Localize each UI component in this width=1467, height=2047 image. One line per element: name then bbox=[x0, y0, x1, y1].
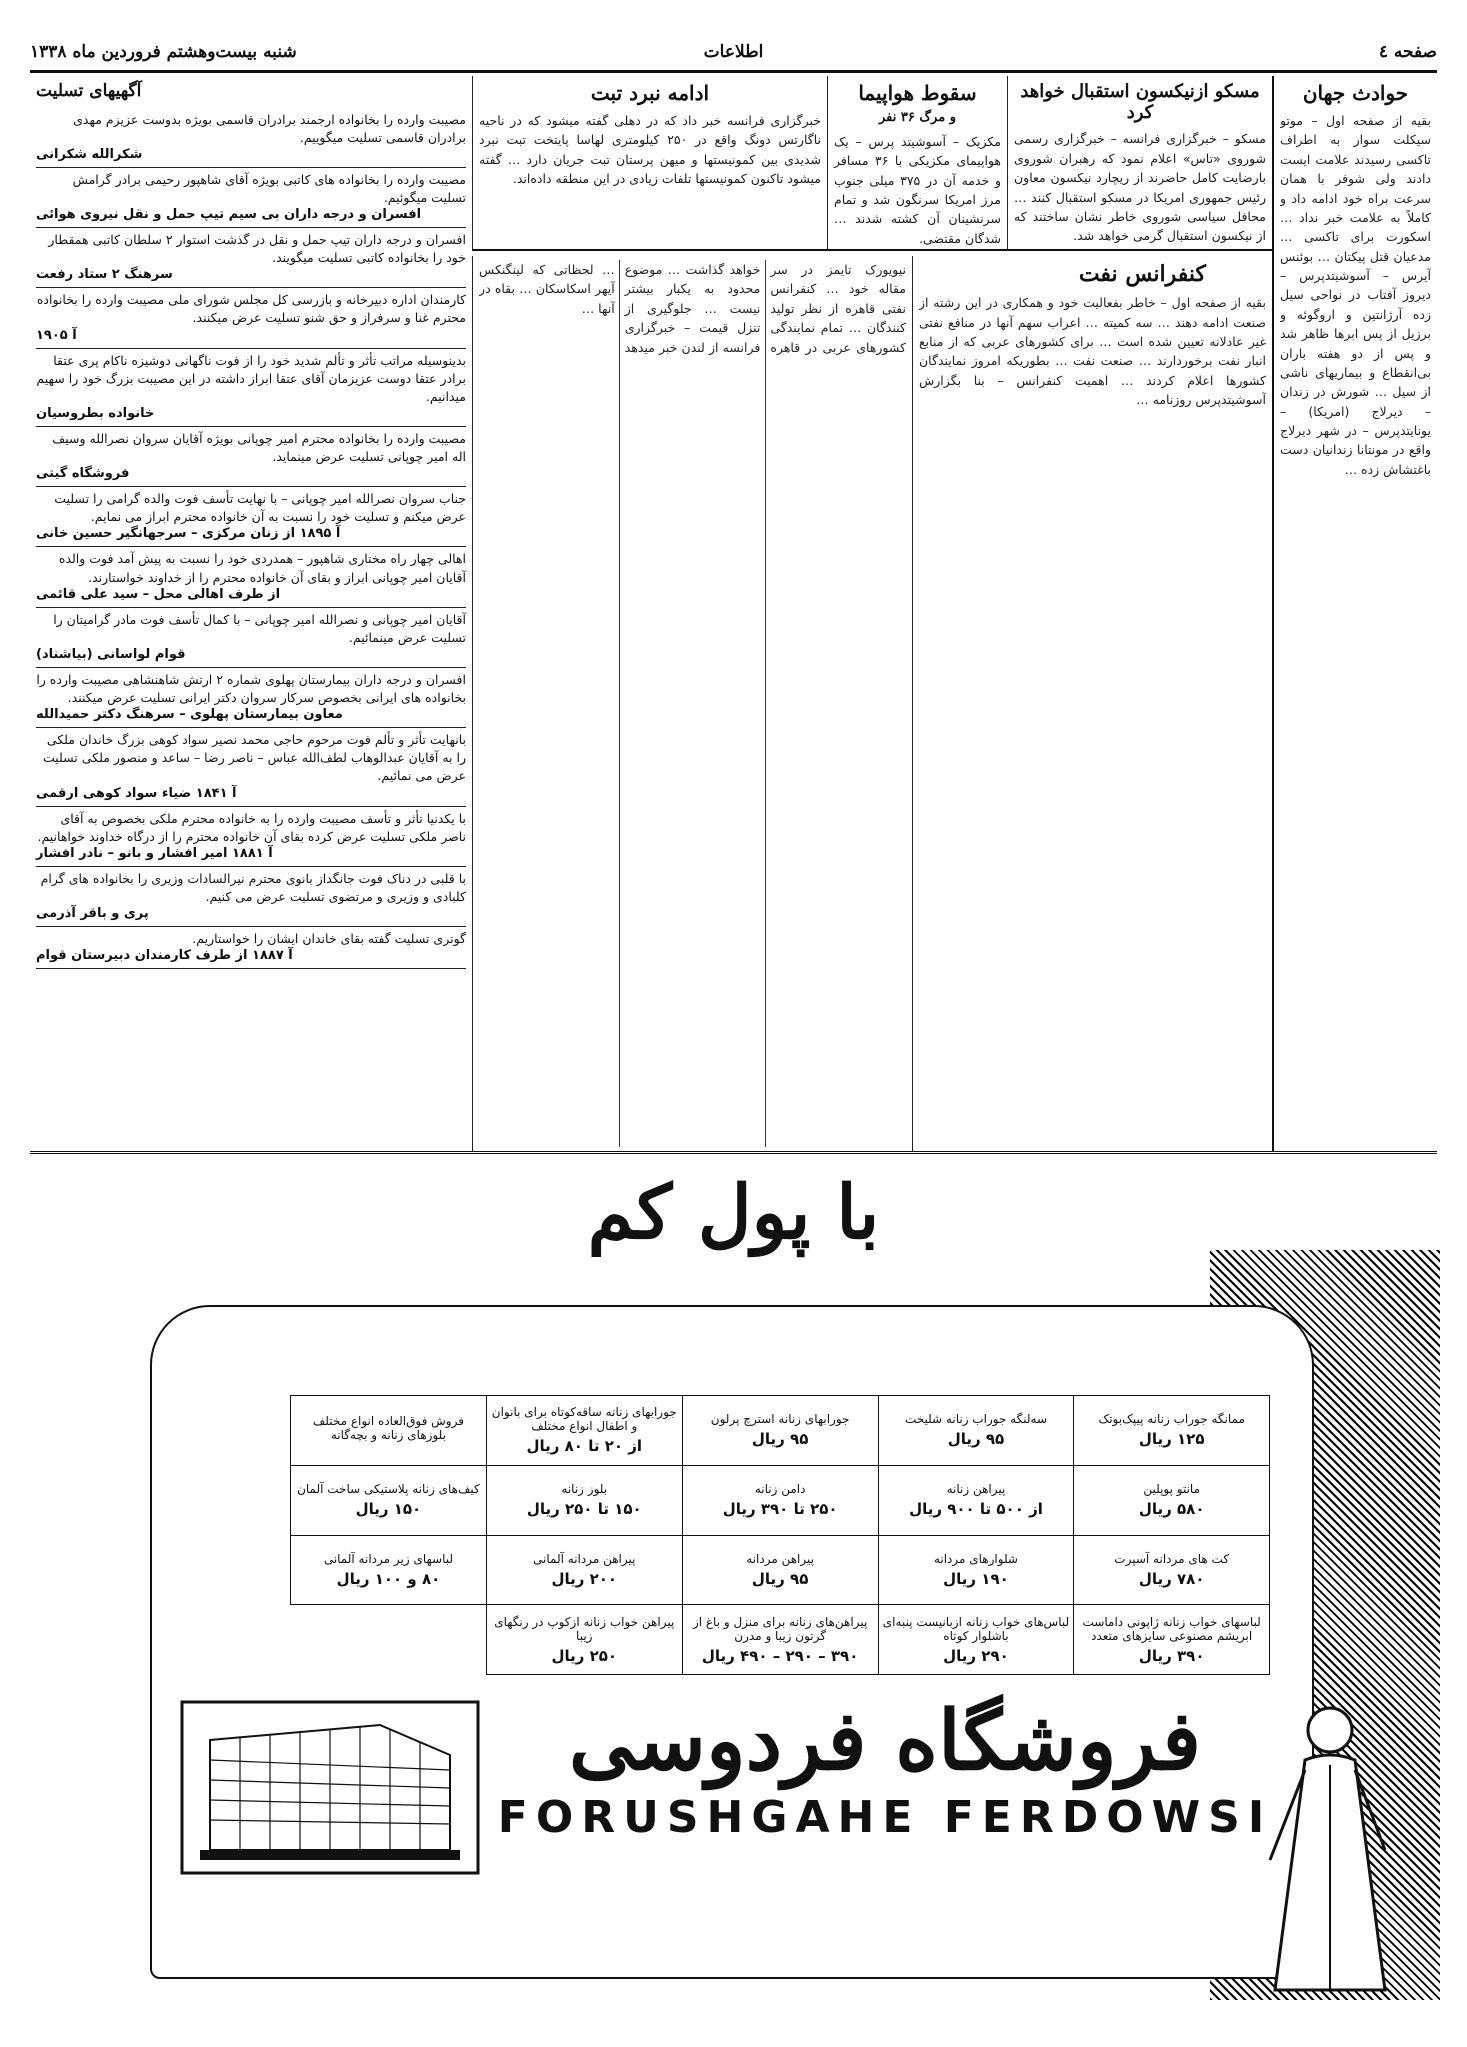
condolence-item: کارمندان اداره دبیرخانه و بازرسی کل مجلس شورای ملی مصیبت وارده را بخانواده محترم غنا و سرفراز و حق شنو تسلیت عرض میکنند. آ ۱۹۰۵ bbox=[36, 288, 466, 348]
condolence-item: آقایان امیر چوپانی و نصرالله امیر چوپانی – با کمال تأسف فوت مادر گرامیتان را تسلیت عرض مینمائیم. قوام لواسانی (بیاشناد) bbox=[36, 608, 466, 668]
price-cell: دامن زنانه ۲۵۰ تا ۳۹۰ ریال bbox=[682, 1465, 878, 1535]
condolence-item: با یکدنیا تأثر و تأسف مصیبت وارده را به خانواده محترم ملکی بخصوص به آقای ناصر ملکی تسلیت عرض کرده بقای آن خانواده محترم را از درگاه خداوند خواهانیم. آ ۱۸۸۱ امیر افشار و بانو – نادر افشار bbox=[36, 807, 466, 867]
price-cell: پیراهن‌های زنانه برای منزل و باغ از گرتون زیبا و مدرن ۳۹۰ – ۲۹۰ – ۴۹۰ ریال bbox=[682, 1605, 878, 1675]
ad-slogan: با پول کم bbox=[587, 1170, 880, 1256]
condolence-item: افسران و درجه داران بیمارستان پهلوی شماره ۲ ارتش شاهنشاهی مصیبت وارده را بخانواده های ایرانی بخصوص سرکار سروان دکتر ایرانی تسلیت عرض میکنند. معاون بیمارستان پهلوی – سرهنگ دکتر حمیدالله bbox=[36, 668, 466, 728]
store-building-illustration bbox=[180, 1700, 480, 1875]
condolence-item: جناب سروان نصرالله امیر چوپانی – با نهایت تأسف فوت والده گرامی را تسلیت عرض میکنم و تسلیت خود را نسبت به آن خانواده محترم ابراز می نمایم. آ ۱۸۹۵ از زنان مرکزی – سرجهانگیر حسین خانی bbox=[36, 487, 466, 547]
price-cell: لباسهای زیر مردانه آلمانی ۸۰ و ۱۰۰ ریال bbox=[291, 1535, 487, 1605]
crash-article bbox=[827, 76, 1007, 251]
world-news-column bbox=[1272, 76, 1437, 1151]
price-cell: بلوز زنانه ۱۵۰ تا ۲۵۰ ریال bbox=[486, 1465, 682, 1535]
woman-illustration bbox=[1235, 1690, 1415, 2010]
price-cell: ممانگه جوراب زنانه پیپک‌بوتک ۱۲۵ ریال bbox=[1074, 1396, 1270, 1466]
news-section bbox=[30, 76, 1437, 1154]
condolence-item: اهالی چهار راه مختاری شاهپور – همدردی خود را نسبت به پیش آمد فوت والده آقایان امیر چوپانی ابراز و بقای آن خانواده محترم را از خداوند خواستارند. از طرف اهالی محل – سید علی قائمی bbox=[36, 547, 466, 607]
price-cell: کت های مردانه آسپرت ۷۸۰ ریال bbox=[1074, 1535, 1270, 1605]
tibet-body: خبرگزاری فرانسه خبر داد که در دهلی گفته میشود که در ناحیه ناگارتس دونگ واقع در ۲۵۰ کیلومتری لهاسا پایتخت تبت نبرد شدیدی بین کمونیستها و میهن پرستان تبت جریان دارد … گفته میشود تاکنون کمونیستها تلفات زیادی در این منطقه داده‌اند. bbox=[479, 113, 821, 187]
condolence-item: گوتری تسلیت گفته بقای خاندان ایشان را خواستاریم. آ ۱۸۸۷ از طرف کارمندان دبیرستان قوام bbox=[36, 927, 466, 969]
table-row bbox=[291, 1396, 1270, 1466]
oil-conference-title: کنفرانس نفت bbox=[1078, 261, 1206, 287]
tibet-article bbox=[472, 76, 827, 251]
condolence-item: بدینوسیله مراتب تأثر و تألم شدید خود را از فوت ناگهانی دوشیزه ناکام پری عتقا برادر عتقا دوست عزیزمان آقای عتقا ابراز داشته در این مصیبت بزرگ خود را سهیم میدانیم. خانواده بطروسیان bbox=[36, 349, 466, 427]
table-row bbox=[291, 1535, 1270, 1605]
oil-conference-body: بقیه از صفحه اول – خاطر بفعالیت خود و همکاری در این رشته از صنعت ادامه دهند … سه کمیته … اعراب سهم آنها در منافع نفتی غیر عادلانه تعیین شده است … برای کشورهای عربی که از منابع انبار نفت برخوردارند … صنعت نفت … بطوریکه امروز نمایندگان کشورها اعلام کردند … اهمیت کنفرانس – بنا بگزارش آسوشیتدپرس روزنامه … bbox=[919, 295, 1266, 408]
store-name-persian: فروشگاه فردوسی bbox=[568, 1693, 1202, 1789]
page-number: صفحه ٤ bbox=[1378, 42, 1437, 62]
table-row bbox=[291, 1465, 1270, 1535]
price-cell: کیف‌های زنانه پلاستیکی ساخت آلمان ۱۵۰ ریال bbox=[291, 1465, 487, 1535]
condolence-item: بانهایت تأثر و تألم فوت مرحوم حاجی محمد نصیر سواد کوهی بزرگ خاندان ملکی را به آقایان عبدالوهاب لطف‌الله عباس – ناصر رضا – ساعد و منصور ملکی تسلیت عرض می نمائیم. آ ۱۸۴۱ ضیاء سواد کوهی ارقمی bbox=[36, 728, 466, 806]
oil-continued-body: نیویورک تایمز در سر مقاله خود … کنفرانس نفتی قاهره از نظر تولید کنندگان … تمام نمایندگی کشورهای عربی در قاهره خواهد گذاشت … موضوع محدود به یکبار بیشتر نیست … جلوگیری از تنزل قیمت – خبرگزاری فرانسه از لندن خبر میدهد … لحظاتی که لینگنکس آیهر اسکاسکان … بقاه در آنها … bbox=[479, 262, 906, 355]
store-brand bbox=[495, 1693, 1275, 1843]
price-cell: سه‌لنگه جوراب زنانه شلیخت ۹۵ ریال bbox=[878, 1396, 1074, 1466]
condolence-list bbox=[36, 108, 466, 970]
table-row bbox=[291, 1605, 1270, 1675]
crash-subtitle: و مرگ ۳۶ نفر bbox=[879, 110, 956, 125]
store-name-latin: FORUSHGAHE FERDOWSI bbox=[497, 1792, 1273, 1843]
ad-price-table bbox=[290, 1395, 1270, 1675]
tibet-title: ادامه نبرد تبت bbox=[590, 81, 710, 105]
crash-body: مکزیک – آسوشیتد پرس – یک هواپیمای مکزیکی با ۳۶ مسافر و خدمه آن در ۳۷۵ میلی جنوب مرز امریکا سرنگون شد و تمام سرنشینان آن کشته شدند … شدگان مقتضی. bbox=[834, 133, 1001, 246]
masthead bbox=[30, 34, 1437, 73]
newspaper-name: اطلاعات bbox=[703, 42, 764, 62]
world-news-title: حوادث جهان bbox=[1302, 81, 1409, 105]
world-news-body: بقیه از صفحه اول – موتو سیکلت سوار به اطراف تاکسی رسیدند علامت ایست دادند ولی شوفر با همان سرعت براه خود ادامه داد و کاملاً به علامت خبر نداد … اسکورت برای تاکسی … مدعیان قتل پیکتان … بوئنس آیرس – آسوشیتدپرس – دیروز آفتاب در نواحی سیل زده آرژانتین و اروگوئه و برزیل از پس ابرها ظاهر شد و پس از دو هفته باران بی‌انقطاع و بیماریهای ناشی از سیل … شورش در زندان – دیرلاج (امریکا) – یونایتدپرس – در شهر دیرلاج واقع در مونتانا زندانیان دست باغتشاش زده … bbox=[1280, 113, 1431, 477]
price-cell: پیراهن زنانه از ۵۰۰ تا ۹۰۰ ریال bbox=[878, 1465, 1074, 1535]
price-cell: پیراهن خواب زنانه ازکوپ در رنگهای زیبا ۲۵۰ ریال bbox=[486, 1605, 682, 1675]
price-cell: پیراهن مردانه آلمانی ۲۰۰ ریال bbox=[486, 1535, 682, 1605]
condolence-item: با قلبی در دناک فوت جانگداز بانوی محترم نیرالسادات وزیری را بخانواده های گرام کلبادی و وزیری و مرتضوی تسلیت عرض می کنیم. پری و باقر آذرمی bbox=[36, 867, 466, 927]
price-cell: فروش فوق‌العاده انواع مختلف بلوزهای زنانه و بچه‌گانه bbox=[291, 1396, 487, 1466]
oil-continued-columns bbox=[472, 256, 912, 1151]
price-cell: پیراهن مردانه ۹۵ ریال bbox=[682, 1535, 878, 1605]
nixon-article bbox=[1007, 76, 1272, 251]
condolence-item: افسران و درجه داران تیپ حمل و نقل در گذشت استوار ۲ سلطان کاتبی همقطار خود را بخانواده کاتبی تسلیت میگویند. سرهنگ ۲ ستاد رفعت bbox=[36, 228, 466, 288]
condolence-item: مصیبت وارده را بخانواده ارجمند برادران قاسمی بویژه بدوست عزیزم مهدی برادران قاسمی تسلیت میگوییم. شکرالله شکرانی bbox=[36, 108, 466, 168]
condolence-column bbox=[30, 76, 472, 1151]
crash-title: سقوط هواپیما bbox=[858, 81, 977, 105]
nixon-title: مسکو ازنیکسون استقبال خواهد کرد bbox=[1020, 81, 1260, 123]
price-cell: لباس‌های خواب زنانه ازبانیست پنبه‌ای باشلوار کوتاه ۲۹۰ ریال bbox=[878, 1605, 1074, 1675]
condolence-item: مصیبت وارده را بخانواده محترم امیر چوپانی بویژه آقایان سروان نصرالله وسیف اله امیر چوپانی تسلیت عرض مینماید. فروشگاه گیتی bbox=[36, 427, 466, 487]
issue-date: شنبه بیست‌وهشتم فروردین ماه ۱۳۳۸ bbox=[30, 42, 297, 62]
price-cell bbox=[291, 1605, 487, 1675]
price-cell: جورابهای زنانه ساقه‌کوتاه برای بانوان و اطفال انواع مختلف از ۲۰ تا ۸۰ ریال bbox=[486, 1396, 682, 1466]
price-cell: جورابهای زنانه استرچ پرلون ۹۵ ریال bbox=[682, 1396, 878, 1466]
price-cell: شلوارهای مردانه ۱۹۰ ریال bbox=[878, 1535, 1074, 1605]
nixon-body: مسکو – خبرگزاری فرانسه – خبرگزاری رسمی شوروی «تاس» اعلام نمود که رهبران شوروی بارضایت کامل حاضرند از ریچارد نیکسون معاون رئیس جمهوری امریکا در مسکو استقبال کنند … محافل سیاسی شوروی خاطر نشان ساختند که از نیکسون استقبال گرمی خواهد شد. bbox=[1014, 131, 1266, 244]
price-cell: مانتو پوپلین ۵۸۰ ریال bbox=[1074, 1465, 1270, 1535]
oil-conference-article bbox=[912, 256, 1272, 1151]
price-cell: لباسهای خواب زنانه ژاپونی داماست ابریشم مصنوعی سایزهای متعدد ۳۹۰ ریال bbox=[1074, 1605, 1270, 1675]
condolence-item: مصیبت وارده را بخانواده های کاتبی بویژه آقای شاهپور رحیمی برادر گرامش تسلیت میگوئیم. افسران و درجه داران بی سیم تیپ حمل و نقل نیروی هوائی bbox=[36, 168, 466, 228]
condolence-title: آگهیهای تسلیت bbox=[36, 81, 142, 101]
